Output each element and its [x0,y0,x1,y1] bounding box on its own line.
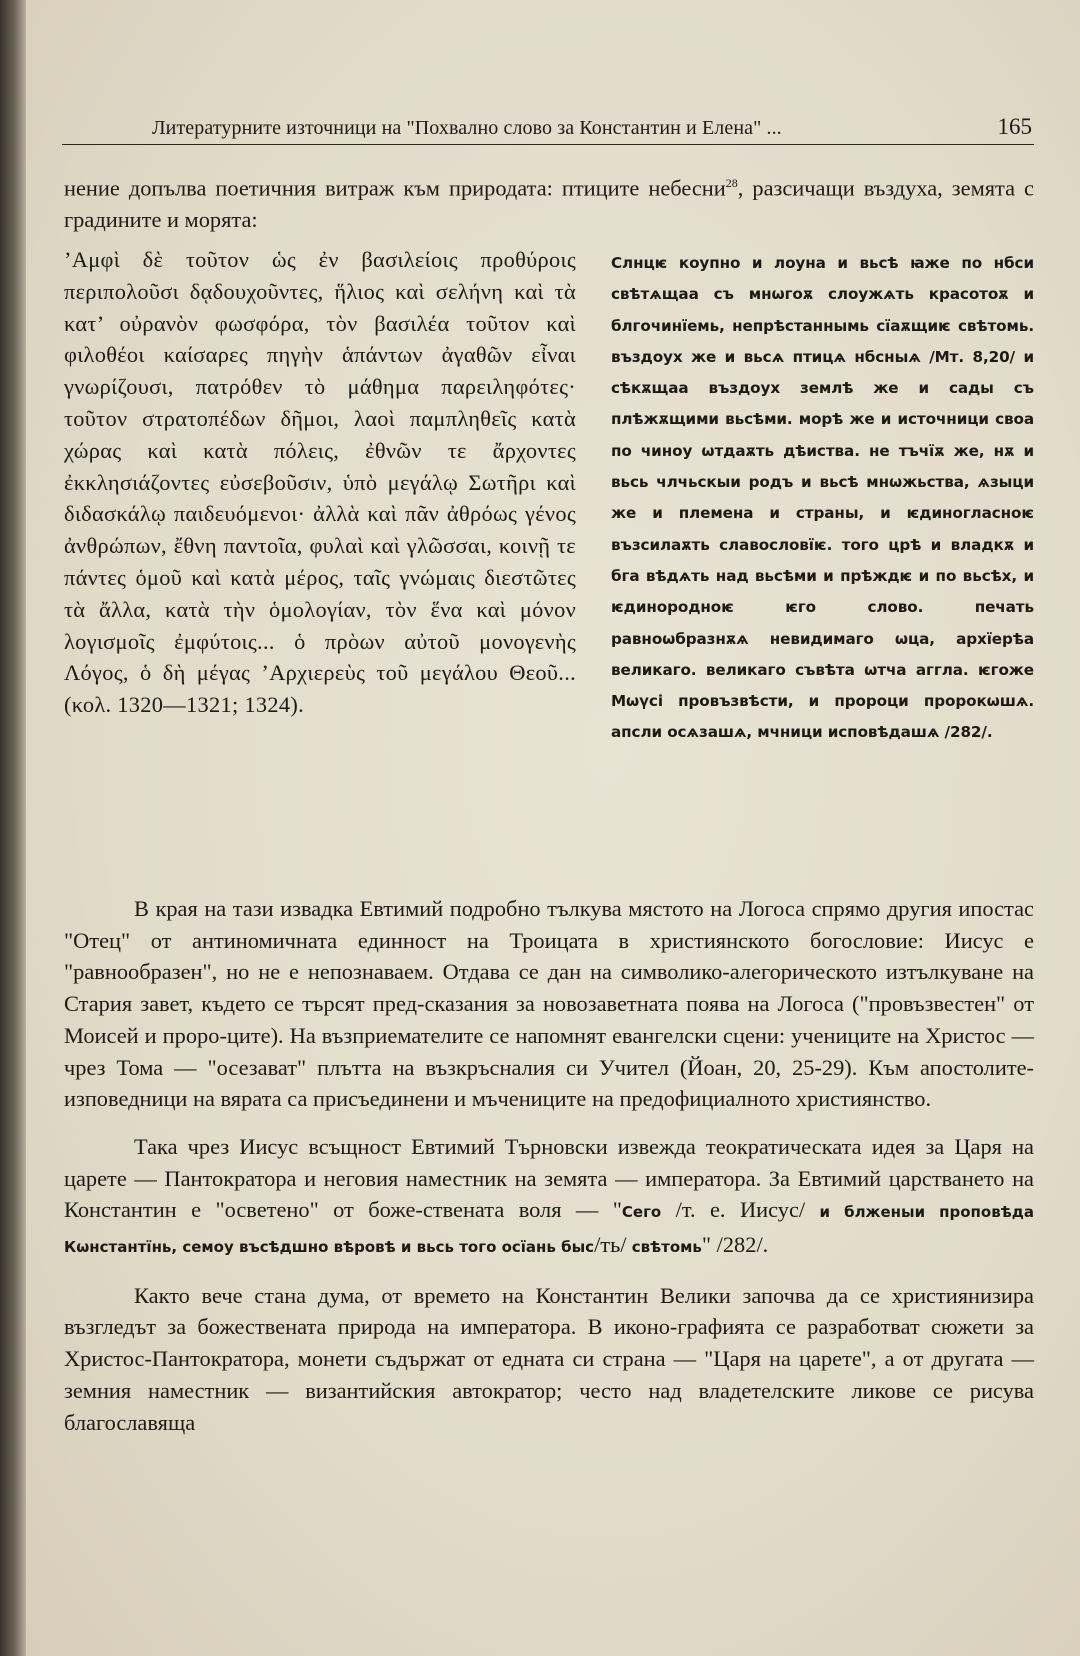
greek-quote: ’Αμφὶ δὲ τοῦτον ὡς ἐν βασιλείοις προθύροις περιπολοῦσι δᾳδουχοῦντες, ἥλιος καὶ σελήνη καὶ τὰ κατ’ οὐρανὸν φωσφόρα, τὸν βασιλέα τοῦτον καὶ φιλοθέοι καίσαρες πηγὴν ἁπάντων ἀγαθῶν εἶναι γνωρίζουσι, πατρόθεν τὸ μάθημα παρειληφότες· τοῦτον στρατοπέδων δῆμοι, λαοὶ παμπληθεῖς κατὰ χώρας καὶ κατὰ πόλεις, ἐθνῶν τε ἄρχοντες ἐκκλησιάζοντες εὐσεβοῦσιν, ὑπὸ μεγάλῳ Σωτῆρι καὶ διδασκάλῳ παιδευόμενοι· ἀλλὰ καὶ πᾶν ἀθρόως γένος ἀνθρώπων, ἔθνη παντοῖα, φυλαὶ καὶ γλῶσσαι, κοινῇ τε πάντες ὁμοῦ καὶ κατὰ μέρος, ταῖς γνώμαις διεστῶτες τὰ ἄλλα, κατὰ τὴν ὁμολογίαν, τὸν ἕνα καὶ μόνον λογισμοῖς ἐμφύτοις... ὁ πρὸων αὐτοῦ μονογενὴς Λόγος, ὁ δὴ μέγας ’Αρχιερεὺς τοῦ μεγάλου Θεοῦ... (κολ. 1320—1321; 1324). [64,247,576,718]
paragraph-2-text-b: /т. е. Иисус/ [661,1197,820,1223]
paragraph-2 [64,1131,1034,1264]
slavonic-inline-2: и блженыи проповѣда Кѡнстантїнь, семоу въсѣдшно вѣровѣ и вьсь того осїань быс [64,1203,1034,1257]
running-header [152,108,1032,140]
book-binding-shadow [0,0,26,1656]
slavonic-inline-1: Сего [621,1203,662,1222]
page-number: 165 [997,114,1032,139]
paragraph-2-text-a: Така чрез Иисус всъщност Евтимий Търновски извежда теократическата идея за Царя на царете — Пантократора и неговия наместник на земята — императора. За Евтимий царстването на Константин е "осветено" от боже-ствената воля — " [64,1133,1034,1223]
intro-text-before: нение допълва поетичния витраж към природата: птиците небесни [64,175,726,201]
running-title: Литературните източници на "Похвално слово за Константин и Елена" ... [152,117,782,139]
paragraph-3: Както вече стана дума, от времето на Константин Велики започва да се християнизира възгледът за божествената природа на императора. В иконо-графията се разработват сюжети за Христос-Пантократора, монети съдържат от едната си страна — "Царя на царете", а от другата — земния наместник — византийския автократор; често над владетелските ликове се рисува благославяща [64,1282,1034,1435]
intro-text-after: , разсичащи въздуха, земята с градините и морята: [64,175,1034,233]
parallel-quotes [64,244,1034,884]
slavonic-inline-3: свѣтомь [626,1238,702,1257]
footnote-marker: 28 [725,176,738,190]
header-rule [62,144,1034,145]
body-text [64,893,1034,1438]
paragraph-1: В края на тази извадка Евтимий подробно тълкува мястото на Логоса спрямо другия ипостас "Отец" от антиномичната единност на Троицата в християнското богословие: Иисус е "равнообразен", но не е непознаваем. Отдава се дан на символико-алегорическото изтълкуване на Стария завет, където се търсят пред-сказания за новозаветната поява на Логоса ("провъзвестен" от Моисей и проро-ците). На възприемателите се напомнят евангелски сцени: учениците на Христос — чрез Тома — "осезават" плътта на възкръсналия си Учител (Йоан, 20, 25-29). Към апостолите-изповедници на вярата са присъединени и мъчениците на предофициалното християнство. [64,896,1034,1112]
paragraph-2-text-c: /ть/ [594,1232,627,1258]
paragraph-2-text-d: " /282/. [701,1232,769,1258]
intro-paragraph [64,167,1034,236]
slavonic-quote: Слнцѥ коупно и лоуна и вьсѣ ꙗже по нбси свѣтѧщаа съ мнѡгоѫ слоужѧть красотоѫ и блгочинїемь, непрѣстаннымь сїаѫщиѥ свѣтомь. въздоух же и вьсѧ птицѧ нбсныѧ /Мт. 8,20/ и сѣкѫщаа въздоух землѣ же и сады съ плѣжѫщими вьсѣми. морѣ же и источници своа по чиноу ѡтдаѫть дѣиства. не тъчїѫ же, нѫ и вьсь члчьскыи родъ и вьсѣ мнѡжьства, ѧзыци же и племена и страны, и ѥдиногласноѥ възсилаѫть славословїѥ. того црѣ и владкѫ и бга вѣдѧть над вьсѣми и прѣждѥ и по вьсѣх, и ѥдинородноѥ ѥго слово. печать равноѡбразнѫѧ невидимаго ѡца, архїерѣа великаго. великаго съвѣта ѡтча аггла. ѥгоже Мѡүсі провъзвѣсти, и пророци пророкѡшѧ. апсли осѧзашѧ, мчници исповѣдашѧ /282/. [611,254,1034,742]
